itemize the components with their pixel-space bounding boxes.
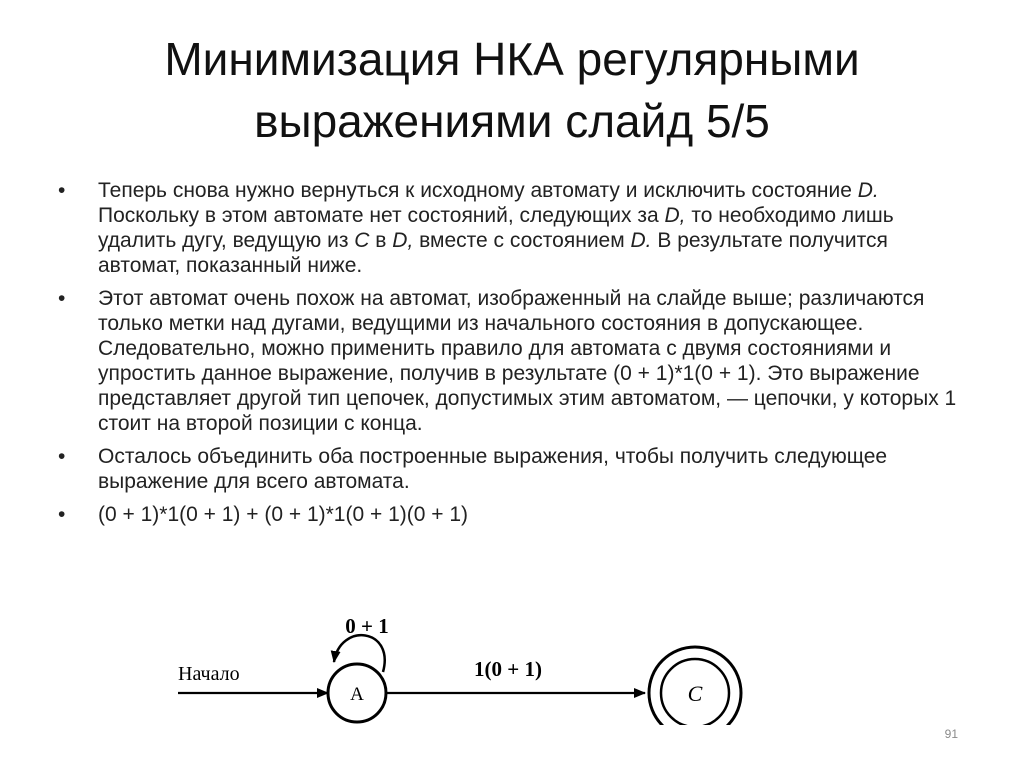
bullet-list (58, 178, 973, 535)
slide-title: Минимизация НКА регулярными выражениями слайд 5/5 (164, 33, 860, 147)
bullet-text: Теперь снова нужно вернуться к исходному автомату и исключить состояние D. Поскольку в этом автомате нет состояний, следующих за D, то необходимо лишь удалить дугу, ведущую из С в D, вместе с состоянием D. В результате получится автомат, показанный ниже. (98, 179, 894, 277)
automaton-diagram (0, 600, 1024, 725)
bullet-item (58, 444, 973, 494)
state-c-label: C (687, 681, 703, 706)
state-a-label: A (350, 684, 364, 705)
slide-number: 91 (944, 727, 958, 741)
self-loop-arrow (334, 635, 385, 672)
bullet-marker: • (58, 179, 66, 202)
start-label: Начало (178, 663, 240, 685)
bullet-marker: • (58, 287, 66, 310)
bullet-item (58, 502, 973, 527)
bullet-text: (0 + 1)*1(0 + 1) + (0 + 1)*1(0 + 1)(0 + 1) (98, 503, 469, 526)
bullet-text: Осталось объединить оба построенные выражения, чтобы получить следующее выражение для всего автомата. (98, 445, 888, 493)
bullet-text: Этот автомат очень похож на автомат, изображенный на слайде выше; различаются только метки над дугами, ведущими из начального состояния в допускающее. Следовательно, можно применить правило для автомата с двумя состояниями и упростить данное выражение, получив в результате (0 + 1)*1(0 + 1). Это выражение представляет другой тип цепочек, допустимых этим автоматом, — цепочки, у которых 1 стоит на второй позиции с конца. (98, 287, 957, 435)
bullet-item (58, 286, 973, 436)
transition-label: 1(0 + 1) (474, 657, 542, 681)
bullet-marker: • (58, 503, 66, 526)
loop-label: 0 + 1 (345, 614, 389, 638)
bullet-marker: • (58, 445, 66, 468)
bullet-item (58, 178, 973, 278)
